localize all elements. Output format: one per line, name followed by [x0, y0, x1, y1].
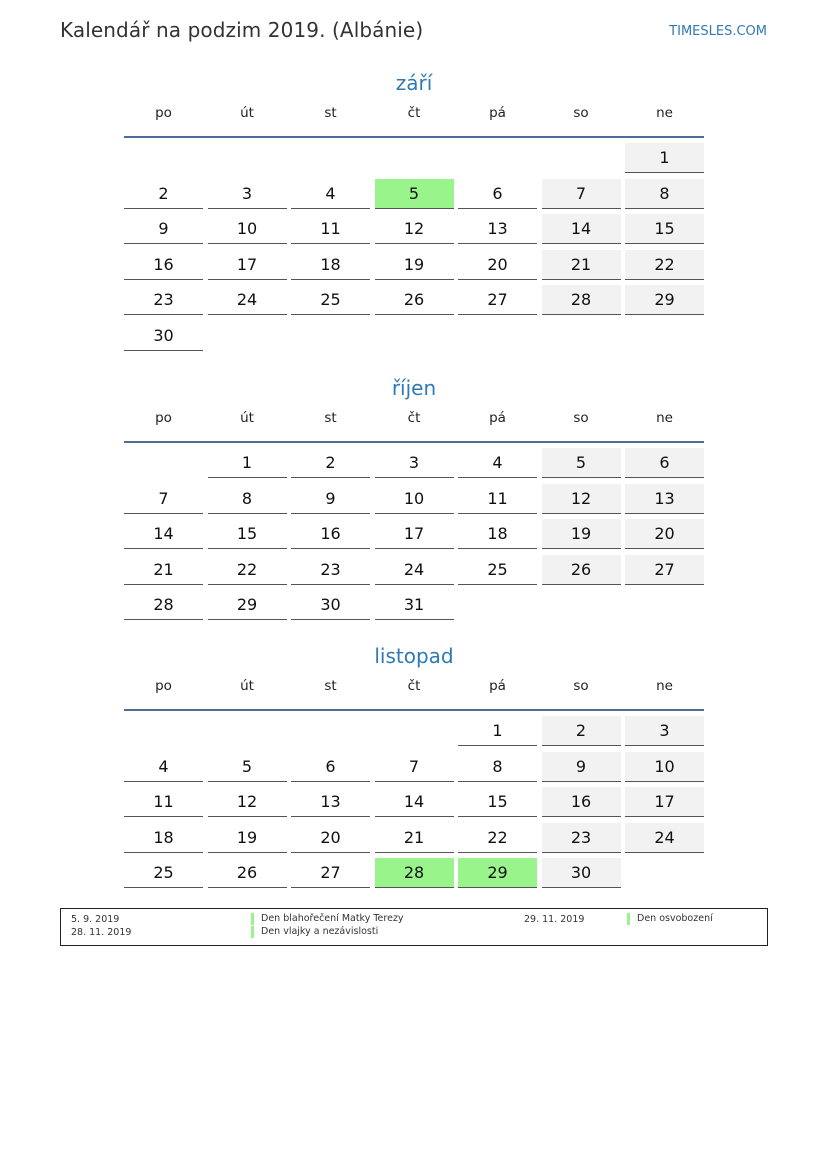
day-cell: 11	[124, 787, 203, 817]
day-cell: 26	[542, 555, 621, 585]
weekday-label: pá	[489, 105, 506, 121]
day-cell: 20	[458, 250, 537, 280]
day-cell: 12	[375, 214, 454, 244]
day-cell: 15	[625, 214, 704, 244]
weekday-label: so	[573, 105, 589, 121]
day-cell: 20	[291, 823, 370, 853]
legend-holiday-name: Den osvobození	[627, 913, 713, 925]
weekday-label: ne	[656, 410, 673, 426]
day-cell: 13	[625, 484, 704, 514]
day-cell: 15	[208, 519, 287, 549]
day-cell: 23	[124, 285, 203, 315]
day-cell: 30	[291, 590, 370, 620]
day-cell: 7	[542, 179, 621, 209]
day-cell: 29	[458, 858, 537, 888]
day-cell: 13	[458, 214, 537, 244]
day-cell: 27	[458, 285, 537, 315]
day-cell: 17	[625, 787, 704, 817]
day-cell: 3	[625, 716, 704, 746]
day-cell: 21	[375, 823, 454, 853]
weekday-label: pá	[489, 678, 506, 694]
day-cell: 9	[542, 752, 621, 782]
day-cell: 31	[375, 590, 454, 620]
day-cell: 27	[625, 555, 704, 585]
legend-holiday-name: Den vlajky a nezávislosti	[251, 926, 378, 938]
day-cell: 15	[458, 787, 537, 817]
day-cell: 28	[124, 590, 203, 620]
day-cell: 25	[291, 285, 370, 315]
day-cell: 24	[208, 285, 287, 315]
day-cell: 29	[208, 590, 287, 620]
day-cell: 11	[458, 484, 537, 514]
weekday-label: út	[240, 105, 254, 121]
weekday-label: st	[324, 105, 337, 121]
day-cell-empty	[208, 143, 287, 172]
weekday-label: st	[324, 678, 337, 694]
legend-date: 5. 9. 2019	[71, 914, 120, 925]
weekday-label: po	[155, 678, 172, 694]
day-cell: 2	[542, 716, 621, 746]
day-cell: 18	[458, 519, 537, 549]
day-cell: 22	[458, 823, 537, 853]
weekday-label: ne	[656, 678, 673, 694]
day-cell-empty	[124, 716, 203, 745]
day-cell: 9	[124, 214, 203, 244]
day-cell: 16	[124, 250, 203, 280]
weekday-label: út	[240, 410, 254, 426]
day-cell: 18	[124, 823, 203, 853]
month-name: listopad	[374, 644, 454, 668]
day-cell: 10	[375, 484, 454, 514]
day-cell: 30	[124, 321, 203, 351]
day-cell-empty	[208, 716, 287, 745]
day-cell: 6	[458, 179, 537, 209]
day-cell: 7	[375, 752, 454, 782]
weekday-label: st	[324, 410, 337, 426]
day-cell-empty	[124, 448, 203, 477]
day-cell: 21	[542, 250, 621, 280]
day-cell: 25	[124, 858, 203, 888]
day-cell: 8	[458, 752, 537, 782]
legend-date: 28. 11. 2019	[71, 927, 132, 938]
day-cell: 4	[291, 179, 370, 209]
day-cell: 14	[542, 214, 621, 244]
day-cell: 26	[208, 858, 287, 888]
weekday-label: čt	[407, 678, 421, 694]
day-cell: 8	[625, 179, 704, 209]
day-cell: 28	[375, 858, 454, 888]
day-cell: 27	[291, 858, 370, 888]
day-cell: 5	[542, 448, 621, 478]
day-cell: 21	[124, 555, 203, 585]
day-cell: 25	[458, 555, 537, 585]
day-cell: 14	[124, 519, 203, 549]
day-cell: 10	[625, 752, 704, 782]
month-september	[124, 68, 704, 351]
month-november	[124, 641, 704, 888]
day-cell-empty	[124, 143, 203, 172]
day-cell: 24	[375, 555, 454, 585]
day-cell: 5	[208, 752, 287, 782]
day-cell-empty	[291, 716, 370, 745]
day-cell: 1	[458, 716, 537, 746]
day-grid	[124, 716, 704, 888]
day-grid	[124, 143, 704, 351]
day-cell: 9	[291, 484, 370, 514]
day-cell: 17	[208, 250, 287, 280]
day-cell-empty	[542, 143, 621, 172]
weekday-label: út	[240, 678, 254, 694]
page-title: Kalendář na podzim 2019. (Albánie)	[60, 18, 424, 42]
legend-holiday-name: Den blahořečení Matky Terezy	[251, 913, 404, 925]
day-cell: 3	[208, 179, 287, 209]
legend-date: 29. 11. 2019	[524, 914, 585, 925]
day-cell-empty	[458, 143, 537, 172]
day-cell: 19	[208, 823, 287, 853]
day-cell: 5	[375, 179, 454, 209]
day-cell: 19	[542, 519, 621, 549]
day-cell: 2	[124, 179, 203, 209]
day-cell: 10	[208, 214, 287, 244]
day-cell: 13	[291, 787, 370, 817]
day-cell: 30	[542, 858, 621, 888]
holiday-legend	[60, 908, 768, 946]
day-cell: 8	[208, 484, 287, 514]
day-cell: 6	[291, 752, 370, 782]
day-cell: 6	[625, 448, 704, 478]
month-name: říjen	[391, 376, 437, 400]
day-cell: 29	[625, 285, 704, 315]
weekday-label: pá	[489, 410, 506, 426]
day-cell: 4	[124, 752, 203, 782]
day-cell: 1	[208, 448, 287, 478]
day-cell: 19	[375, 250, 454, 280]
site-link[interactable]: TIMESLES.COM	[669, 24, 767, 39]
day-cell-empty	[291, 143, 370, 172]
day-cell: 3	[375, 448, 454, 478]
weekday-header	[124, 102, 704, 138]
day-cell-empty	[375, 143, 454, 172]
day-cell: 12	[542, 484, 621, 514]
day-cell: 2	[291, 448, 370, 478]
day-cell: 23	[291, 555, 370, 585]
day-cell: 20	[625, 519, 704, 549]
day-cell: 16	[291, 519, 370, 549]
day-cell: 22	[625, 250, 704, 280]
day-cell: 17	[375, 519, 454, 549]
weekday-label: čt	[407, 410, 421, 426]
month-october	[124, 373, 704, 620]
day-cell: 1	[625, 143, 704, 173]
day-cell: 14	[375, 787, 454, 817]
day-cell: 4	[458, 448, 537, 478]
weekday-header	[124, 675, 704, 711]
weekday-label: ne	[656, 105, 673, 121]
day-cell: 23	[542, 823, 621, 853]
day-cell-empty	[375, 716, 454, 745]
day-cell: 11	[291, 214, 370, 244]
day-cell: 22	[208, 555, 287, 585]
weekday-label: so	[573, 410, 589, 426]
weekday-header	[124, 407, 704, 443]
day-cell: 7	[124, 484, 203, 514]
day-cell: 12	[208, 787, 287, 817]
day-cell: 26	[375, 285, 454, 315]
weekday-label: po	[155, 105, 172, 121]
day-cell: 24	[625, 823, 704, 853]
day-grid	[124, 448, 704, 620]
weekday-label: po	[155, 410, 172, 426]
weekday-label: čt	[407, 105, 421, 121]
month-name: září	[395, 71, 433, 95]
weekday-label: so	[573, 678, 589, 694]
day-cell: 16	[542, 787, 621, 817]
day-cell: 18	[291, 250, 370, 280]
day-cell: 28	[542, 285, 621, 315]
